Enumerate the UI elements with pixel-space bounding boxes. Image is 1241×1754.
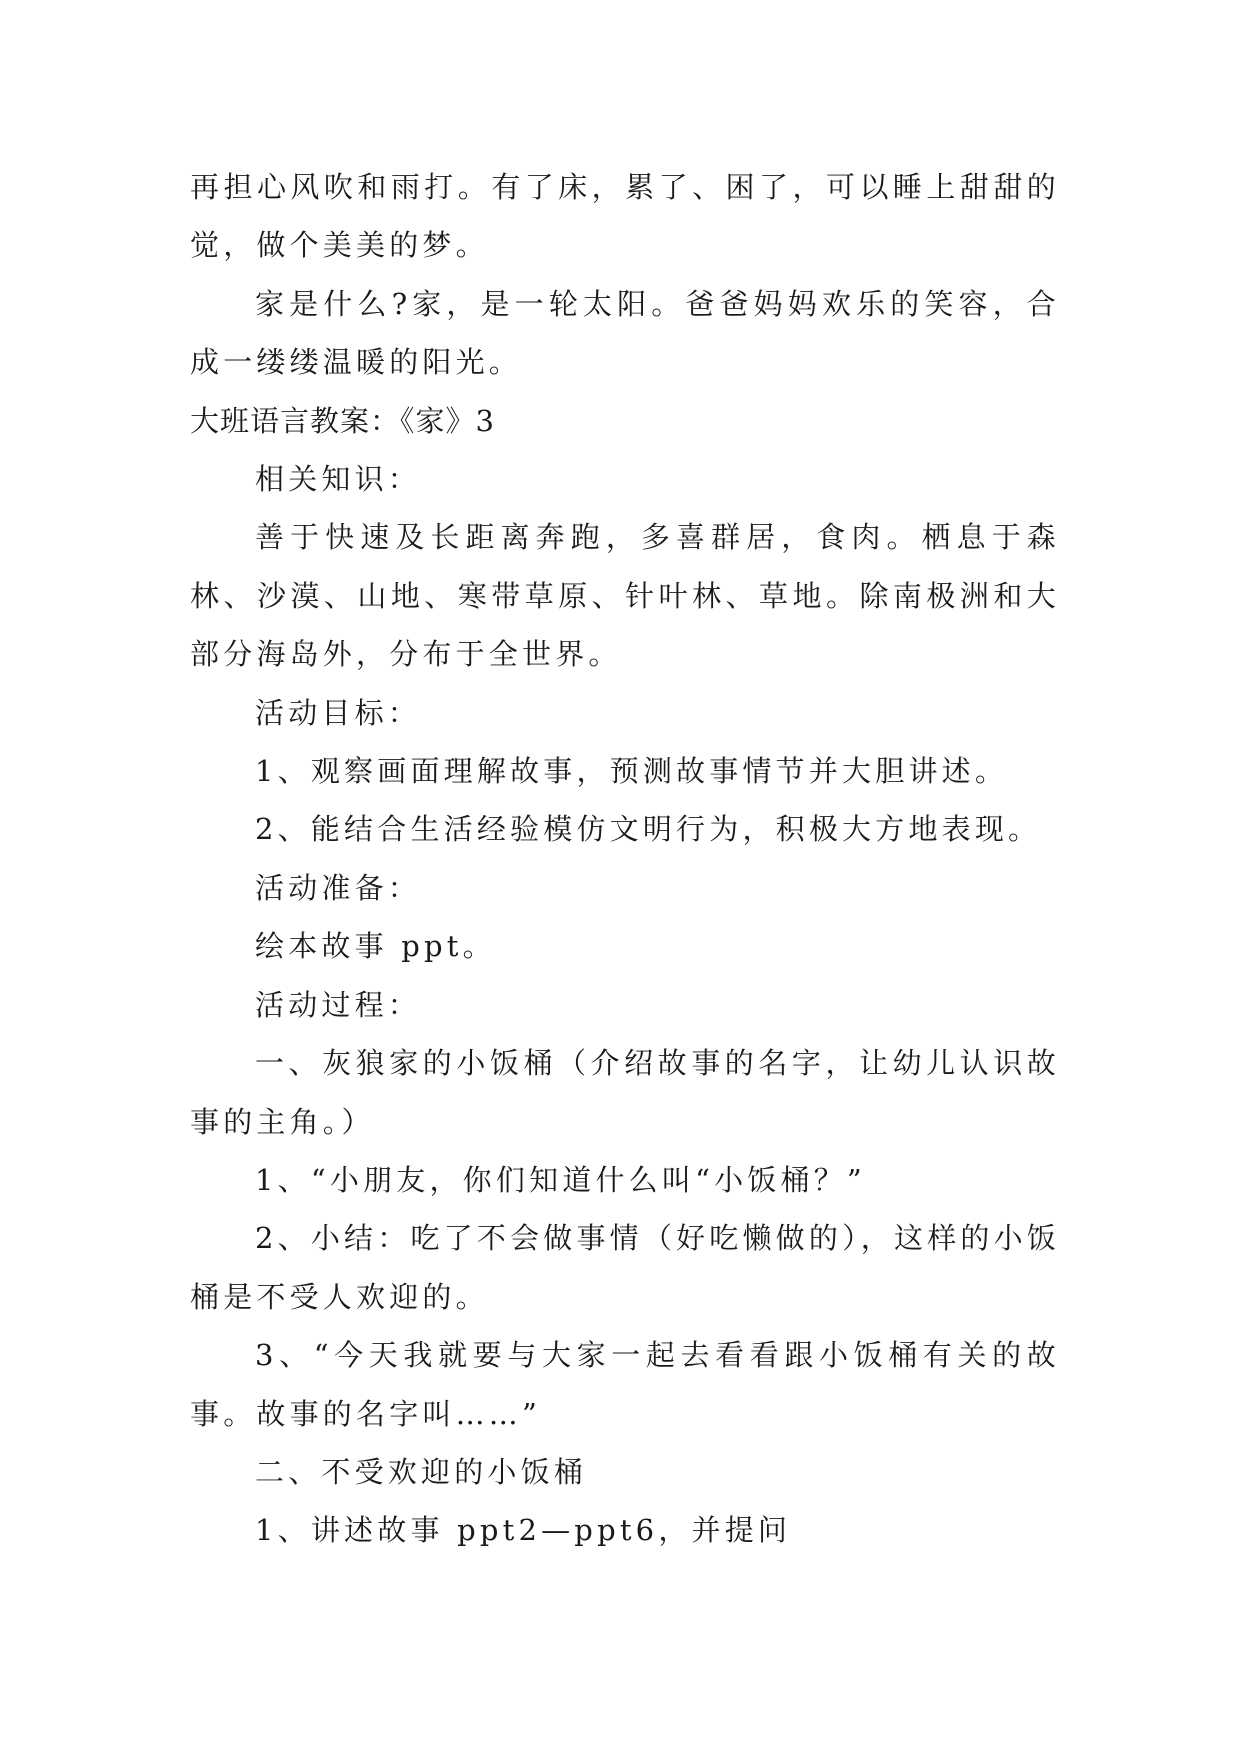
process-substep-2-1: 1、讲述故事 ppt2—ppt6，并提问 (255, 1513, 792, 1548)
paragraph-continuation: 再担心风吹和雨打。有了床，累了、困了，可以睡上甜甜的觉，做个美美的梦。 (190, 170, 1060, 263)
document-body (190, 158, 1060, 1560)
process-substep-1-2: 2、小结：吃了不会做事情（好吃懒做的），这样的小饭桶是不受人欢迎的。 (190, 1221, 1060, 1314)
process-substep-1-1: 1、“小朋友，你们知道什么叫“小饭桶？” (255, 1162, 866, 1197)
paragraph-knowledge: 善于快速及长距离奔跑，多喜群居，食肉。栖息于森林、沙漠、山地、寒带草原、针叶林、草地。除南极洲和大部分海岛外，分布于全世界。 (190, 520, 1060, 672)
section-label-process: 活动过程： (255, 987, 422, 1022)
goal-item-1: 1、观察画面理解故事，预测故事情节并大胆讲述。 (255, 754, 1009, 789)
section-label-knowledge: 相关知识： (255, 462, 422, 497)
process-substep-1-3: 3、“今天我就要与大家一起去看看跟小饭桶有关的故事。故事的名字叫……” (190, 1338, 1060, 1431)
preparation-item: 绘本故事 ppt。 (255, 929, 496, 964)
paragraph-home-sun: 家是什么?家，是一轮太阳。爸爸妈妈欢乐的笑容，合成一缕缕温暖的阳光。 (190, 286, 1060, 380)
lesson-title: 大班语言教案：《家》3 (190, 403, 495, 438)
section-label-preparation: 活动准备： (255, 870, 422, 905)
goal-item-2: 2、能结合生活经验模仿文明行为，积极大方地表现。 (255, 812, 1042, 847)
section-label-goals: 活动目标： (255, 695, 422, 730)
process-step-2: 二、不受欢迎的小饭桶 (255, 1454, 588, 1489)
process-step-1: 一、灰狼家的小饭桶（介绍故事的名字，让幼儿认识故事的主角。） (190, 1046, 1060, 1139)
